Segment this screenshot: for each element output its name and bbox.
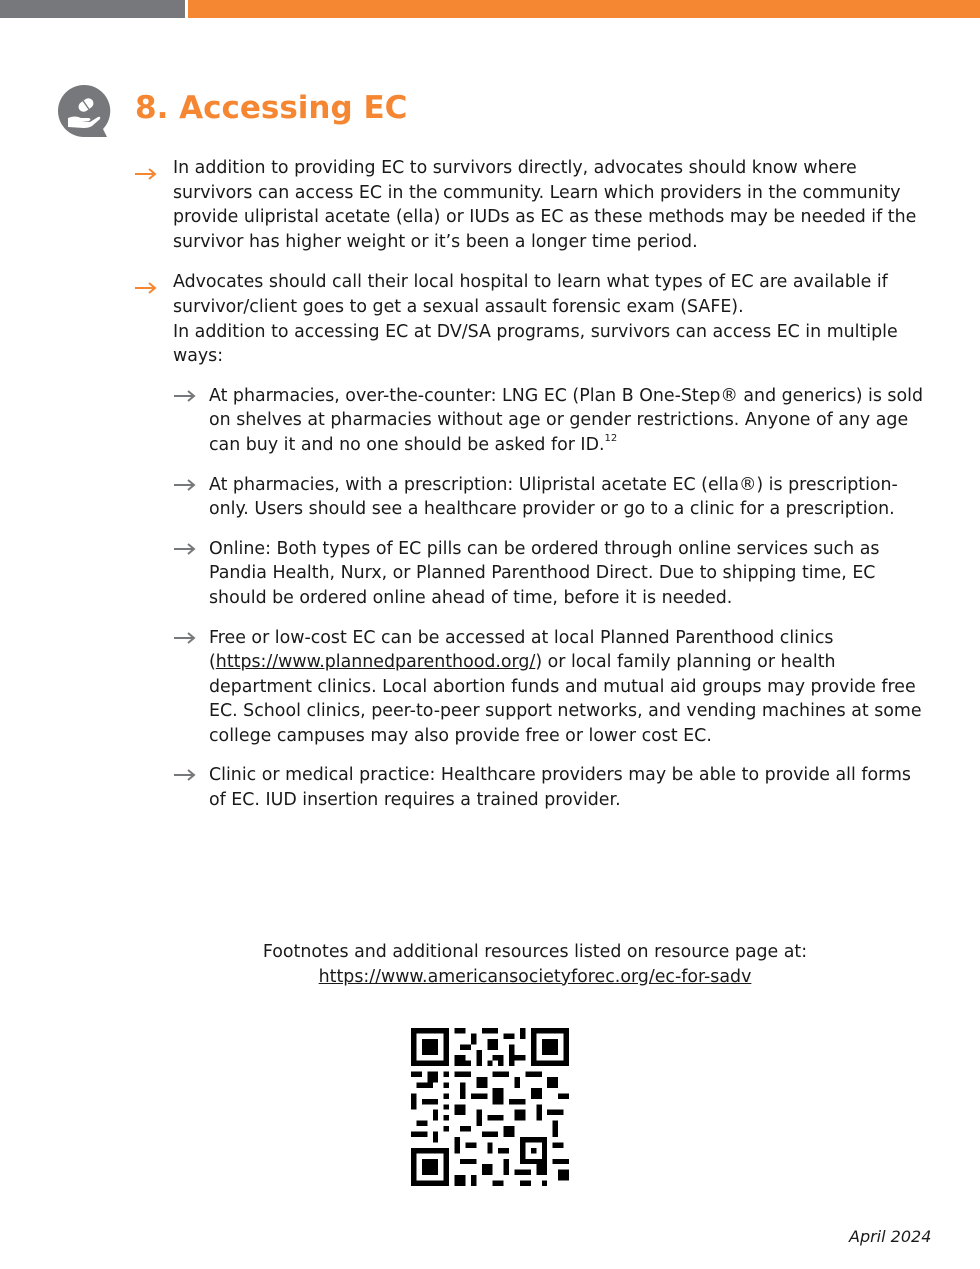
gray-arrow-icon (172, 473, 198, 497)
gray-arrow-icon (172, 384, 198, 408)
gray-arrow-icon (172, 537, 198, 561)
orange-arrow-icon (133, 160, 159, 184)
top-color-bar (0, 0, 980, 18)
section-heading: 8. Accessing EC (135, 90, 408, 126)
bullet-text: In addition to providing EC to survivors directly, advocates should know where survivors can access EC in the community. Learn which providers in the community provide ulipristal acetate (ella) or IUDs as EC as these methods may be needed if the survivor has higher weight or it’s been a longer time period. (173, 158, 917, 252)
gray-arrow-icon (172, 763, 198, 787)
top-bar-orange-segment (188, 0, 980, 18)
qr-code-icon[interactable] (411, 1028, 569, 1186)
hand-holding-pill-icon (55, 82, 113, 140)
publication-date: April 2024 (849, 1227, 932, 1246)
sub-bullet-text: At pharmacies, with a prescription: Ulipristal acetate EC (ella®) is prescription-only. Users should see a healthcare provider or go to a clinic for a prescription. (209, 474, 898, 520)
sub-bullet-item (0, 384, 932, 458)
footnote-resources (0, 940, 980, 989)
sub-bullet-text: Online: Both types of EC pills can be ordered through online services such as Pandia Health, Nurx, or Planned Parenthood Direct. Due to shipping time, EC should be ordered online ahead of time, before it is needed. (209, 538, 880, 608)
sub-bullet-item (0, 763, 932, 812)
sub-bullet-item (0, 473, 932, 522)
bullet-item (0, 270, 928, 368)
main-content (0, 156, 980, 813)
bullet-item (0, 156, 928, 254)
sub-bullet-text: Clinic or medical practice: Healthcare providers may be able to provide all forms of EC. IUD insertion requires a trained provider. (209, 765, 911, 811)
footnote-text: Footnotes and additional resources listed on resource page at: (262, 942, 808, 962)
sub-bullet-text-continued: ) or local family planning or health department clinics. Local abortion funds and mutual aid groups may provide free EC. School clinics, peer-to-peer support networks, and vending machines at some college campuses may also provide free or lower cost EC. (209, 652, 922, 746)
planned-parenthood-link[interactable]: https://www.plannedparenthood.org/ (215, 652, 536, 673)
sub-bullet-text: Free or low-cost EC can be accessed at local Planned Parenthood clinics ( (209, 627, 834, 673)
bullet-text: Advocates should call their local hospital to learn what types of EC are available if survivor/client goes to get a sexual assault forensic exam (SAFE). (173, 272, 888, 317)
gray-arrow-icon (172, 626, 198, 650)
resource-page-link[interactable]: https://www.americansocietyforec.org/ec-for-sadv (318, 966, 752, 987)
sub-bullet-text: At pharmacies, over-the-counter: LNG EC (Plan B One-Step® and generics) is sold on shelves at pharmacies without age or gender restrictions. Anyone of any age can buy it and no one should be asked for ID. (209, 385, 923, 455)
footnote-ref: 12 (604, 432, 618, 444)
top-bar-gray-segment (0, 0, 185, 18)
sub-bullet-item (0, 537, 932, 611)
sub-bullet-item (0, 626, 932, 749)
bullet-text-continued: In addition to accessing EC at DV/SA programs, survivors can access EC in multiple ways: (173, 321, 898, 367)
orange-arrow-icon (133, 274, 159, 298)
